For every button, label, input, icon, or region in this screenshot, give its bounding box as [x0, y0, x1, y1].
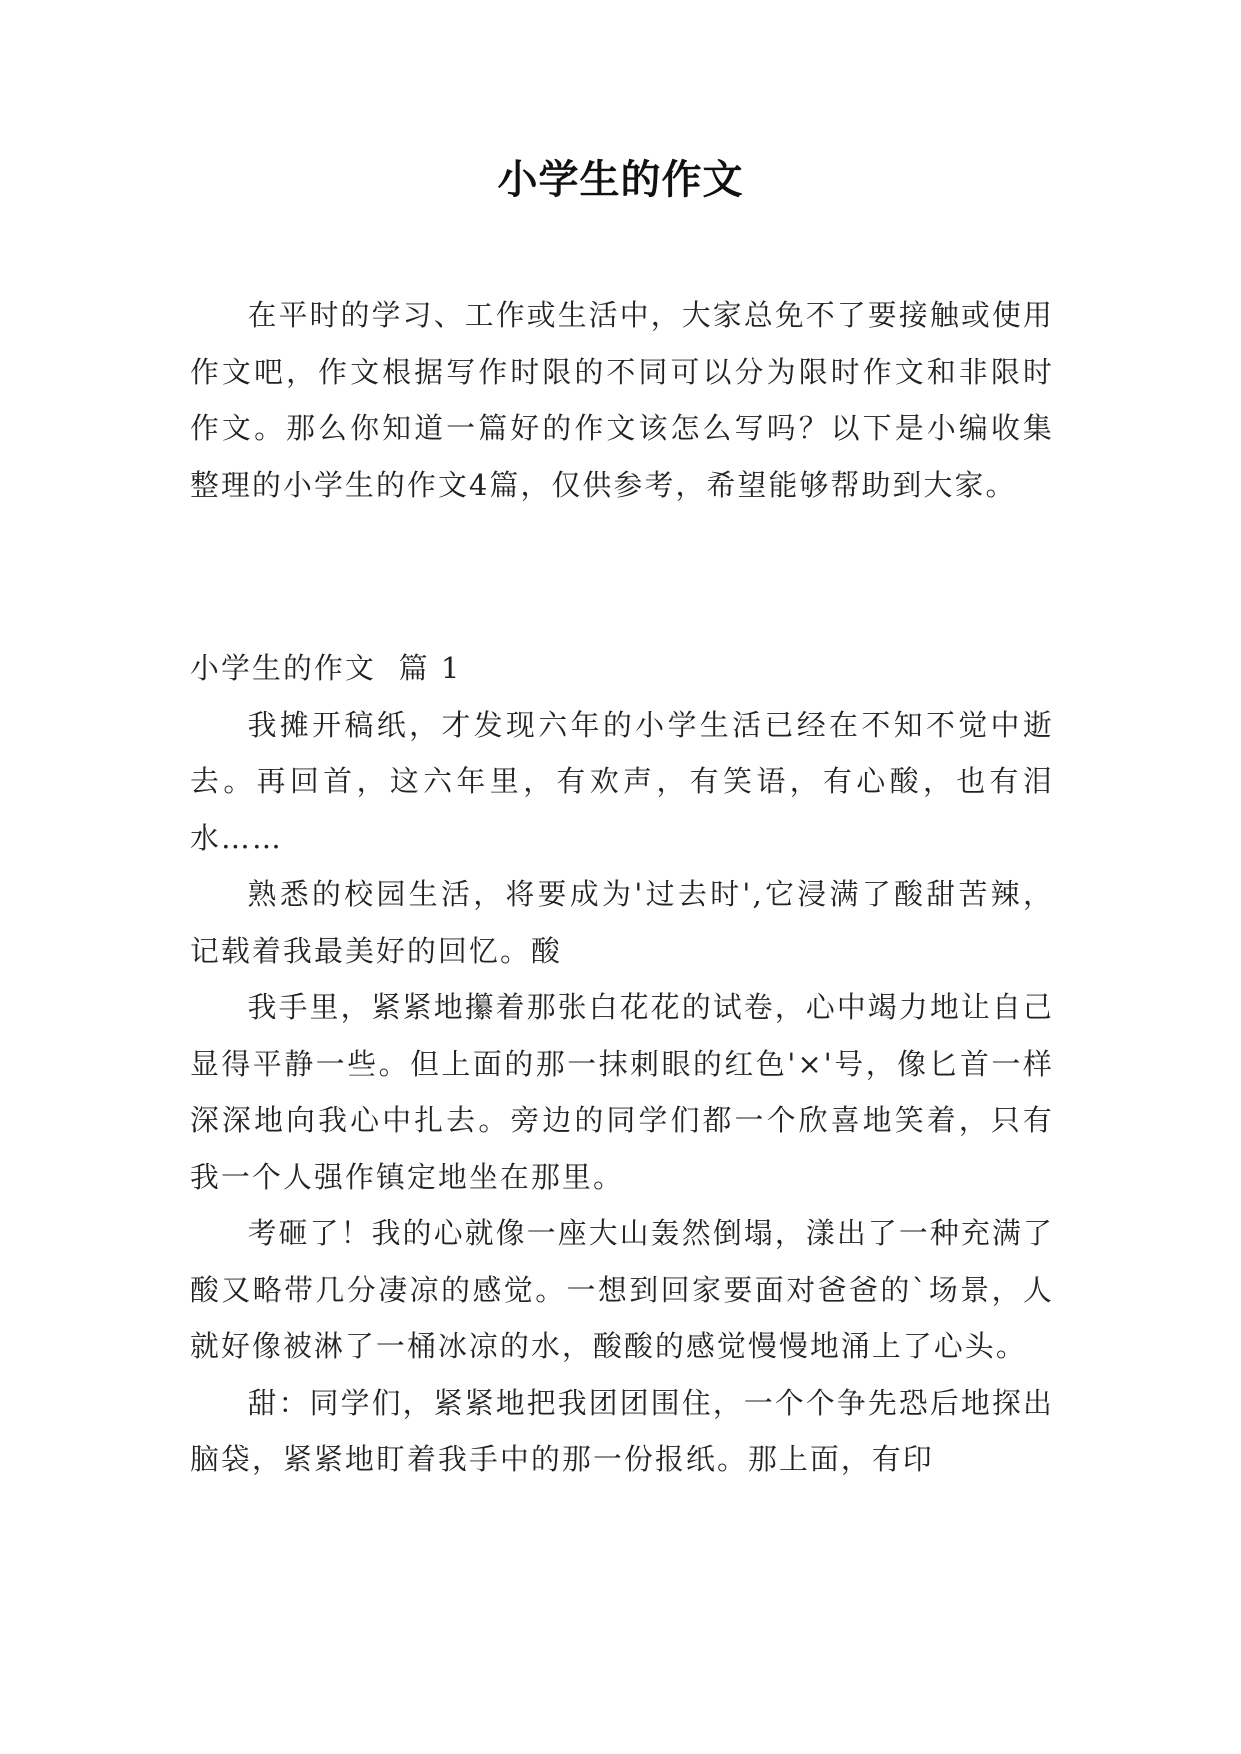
intro-block	[190, 287, 1054, 513]
essay-paragraph: 考砸了！我的心就像一座大山轰然倒塌，漾出了一种充满了酸又略带几分凄凉的感觉。一想到回家要面对爸爸的`场景，人就好像被淋了一桶冰凉的水，酸酸的感觉慢慢地涌上了心头。	[190, 1216, 1054, 1363]
essay-paragraph: 熟悉的校园生活，将要成为'过去时',它浸满了酸甜苦辣，记载着我最美好的回忆。酸	[190, 877, 1054, 968]
intro-paragraph: 在平时的学习、工作或生活中，大家总免不了要接触或使用作文吧，作文根据写作时限的不同可以分为限时作文和非限时作文。那么你知道一篇好的作文该怎么写吗？以下是小编收集整理的小学生的作文4篇，仅供参考，希望能够帮助到大家。	[190, 298, 1054, 502]
essay-body	[190, 640, 1054, 1488]
essay-paragraph: 甜：同学们，紧紧地把我团团围住，一个个争先恐后地探出脑袋，紧紧地盯着我手中的那一份报纸。那上面，有印	[190, 1385, 1054, 1476]
essay-paragraph: 我手里，紧紧地攥着那张白花花的试卷，心中竭力地让自己显得平静一些。但上面的那一抹刺眼的红色'×'号，像匕首一样深深地向我心中扎去。旁边的同学们都一个欣喜地笑着，只有我一个人强作镇定地坐在那里。	[190, 990, 1054, 1194]
essay-paragraph: 我摊开稿纸，才发现六年的小学生活已经在不知不觉中逝去。再回首，这六年里，有欢声，有笑语，有心酸，也有泪水……	[190, 707, 1054, 855]
section-heading: 小学生的作文 篇 1	[190, 651, 462, 685]
document-title: 小学生的作文	[497, 157, 744, 203]
